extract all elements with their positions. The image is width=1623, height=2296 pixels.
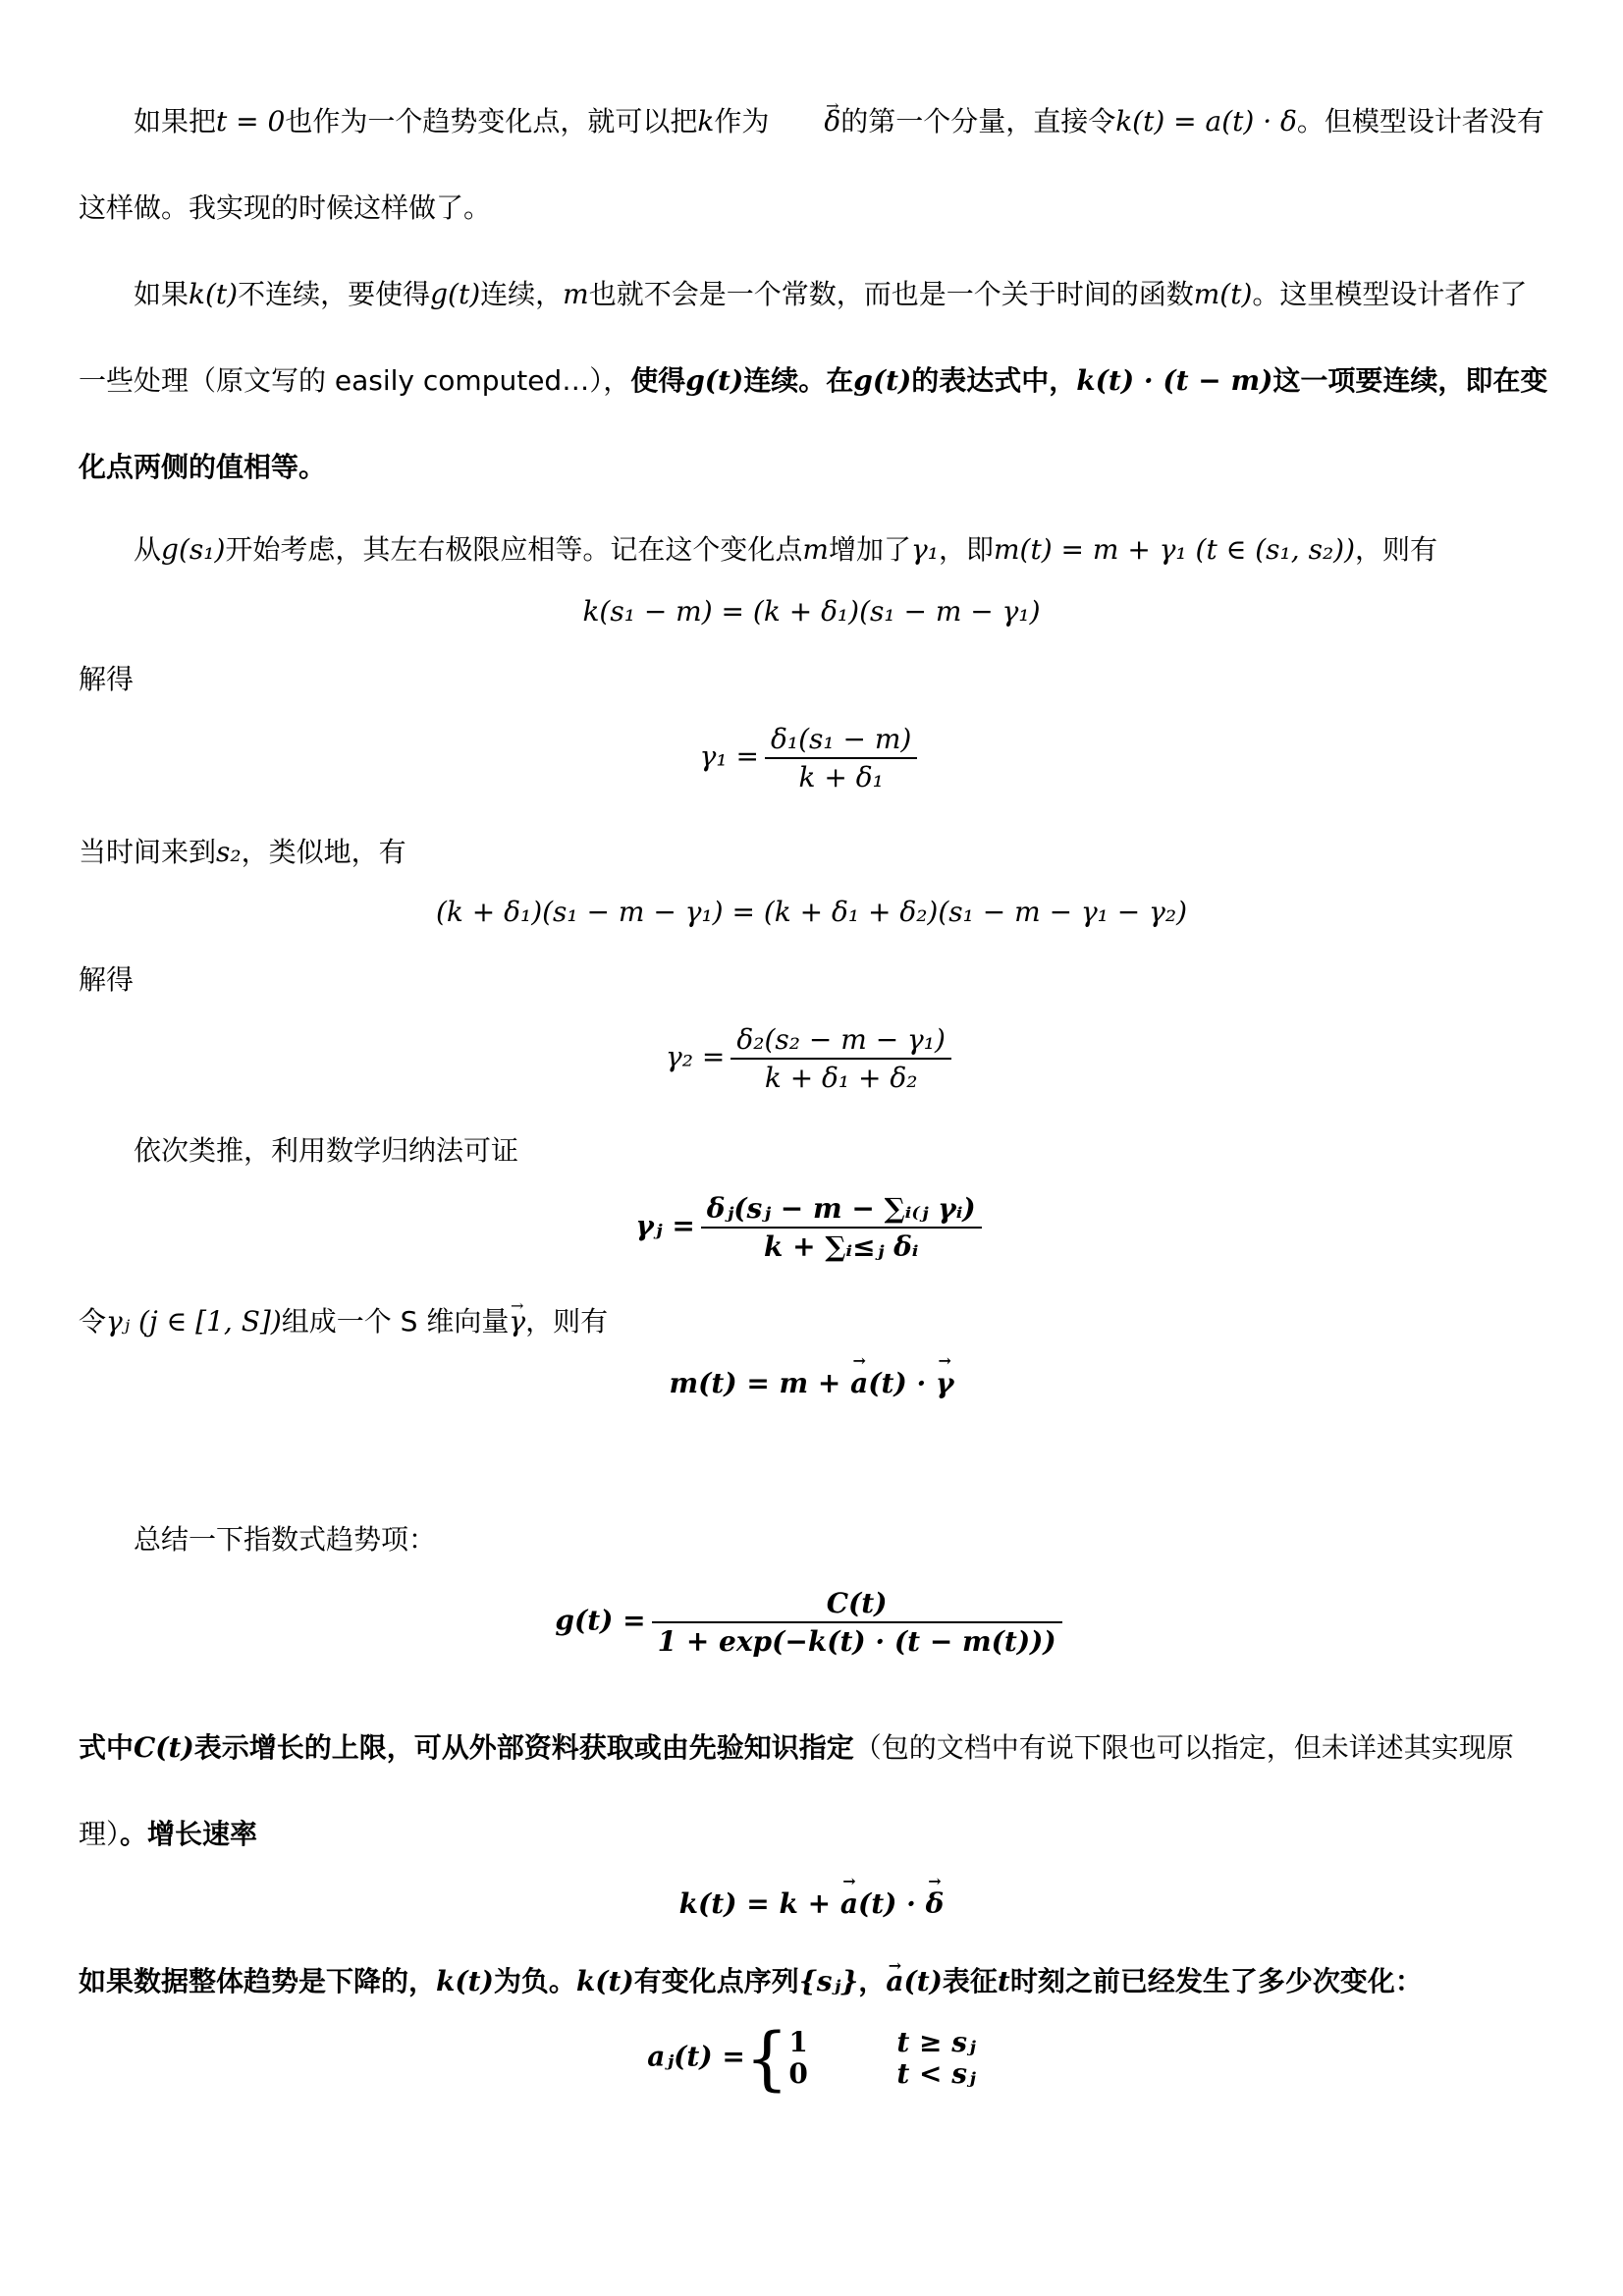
text: （包的文档中有说下限也可以指定，但未详述其实现原理） [79,1731,1514,1850]
vector-delta: → δ [926,1887,945,1920]
numerator: δⱼ(sⱼ − m − ∑ᵢ₍ⱼ γᵢ) [701,1190,982,1229]
fraction [701,1190,982,1265]
equation-text: (k + δ₁)(s₁ − m − γ₁) = (k + δ₁ + δ₂)(s₁ − m − γ₁ − γ₂) [435,896,1188,928]
left-brace: { [744,2018,789,2099]
case-row [788,2058,975,2090]
math-inline: → δ [769,79,840,165]
numerator: δ₁(s₁ − m) [765,721,917,759]
text: ，则有 [1355,533,1438,566]
equation-7 [0,1585,1623,1660]
line-start-consider [134,530,1437,570]
equation-lhs: γ₁ = [699,739,759,773]
math-inline: k(t) · (t − m) [1076,364,1273,397]
case-condition: t ≥ sⱼ [896,2026,976,2058]
math-inline: k(t) [575,1965,634,1997]
math-inline: γⱼ (j ∈ [1, S]) [106,1305,282,1338]
equation-1 [0,595,1623,628]
equation-4 [0,1021,1623,1096]
text-bold: 有变化点序列 [633,1965,799,1997]
equation-3 [0,896,1623,928]
text-bold: 的表达式中， [911,364,1077,397]
case-row [788,2027,975,2058]
paragraph-upper-limit [79,1705,1551,1878]
text-bold: 为负。 [493,1965,576,1997]
math-inline: g(t) [685,364,744,397]
numerator: C(t) [652,1585,1062,1623]
math-inline: g(s₁) [161,533,226,566]
text: 也作为一个趋势变化点，就可以把 [285,105,698,137]
label-solve-2 [79,960,134,1000]
math-inline: g(t) [430,278,481,310]
text: 依次类推，利用数学归纳法可证 [134,1134,519,1167]
line-induction [134,1131,518,1171]
vector-a: → a [850,1367,868,1399]
text: 解得 [79,663,135,695]
math-inline: m [802,533,829,566]
text: 从 [134,533,162,566]
vector-a: → a [886,1962,903,2001]
equation-text: (t) · [857,1887,926,1920]
equation-lhs: γ₂ = [666,1040,726,1073]
equation-9 [0,2018,1623,2099]
text: 。但模型设计者没有这样做。我实现的时候这样做了。 [79,105,1544,224]
text: 如果把 [134,105,217,137]
text-bold: 时刻之前已经发生了多少次变化： [1009,1965,1423,1997]
math-inline: k(t) [189,278,239,310]
vector-gamma: → γ [936,1367,953,1399]
text-bold: 式中 [79,1731,135,1764]
math-inline: k(t) [436,1965,494,1997]
case-value: 0 [788,2057,808,2090]
paragraph-changepoint-intro [79,79,1551,251]
denominator: k + δ₁ + δ₂ [764,1062,918,1094]
line-gamma-vector [79,1302,608,1341]
text-bold: 如果数据整体趋势是下降的， [79,1965,437,1997]
fraction [652,1585,1062,1660]
math-inline: k(t) = a(t) · δ [1115,105,1297,137]
math-inline: k [697,105,715,137]
equation-text: k(s₁ − m) = (k + δ₁)(s₁ − m − γ₁) [582,595,1041,628]
text-bold: 连续。在 [743,364,854,397]
text: 解得 [79,963,135,996]
text: ，类似地，有 [241,836,406,868]
math-inline: → γ [509,1302,525,1341]
equation-lhs: aⱼ(t) = [647,2040,745,2073]
piecewise-cases [788,2027,975,2090]
text-bold: 这一项要连续，即在变化点两侧的值相等。 [79,364,1548,483]
text: 开始考虑，其左右极限应相等。记在这个变化点 [225,533,803,566]
equation-5 [0,1190,1623,1265]
text-bold: 使得 [630,364,686,397]
text: 连续， [480,278,564,310]
math-inline: s₂ [216,836,242,868]
numerator: δ₂(s₂ − m − γ₁) [730,1021,951,1060]
math-inline: m(t) = m + γ₁ (t ∈ (s₁, s₂)) [993,533,1356,566]
text: 的第一个分量，直接令 [840,105,1116,137]
case-condition: t < sⱼ [896,2057,976,2090]
denominator: 1 + exp(−k(t) · (t − m(t))) [657,1625,1056,1658]
equation-8 [0,1887,1623,1920]
vector-a: → a [840,1887,858,1920]
math-inline: m(t) [1193,278,1253,310]
case-value: 1 [788,2026,808,2058]
math-inline: (t) [903,1965,943,1997]
equation-text: (t) · [868,1367,936,1399]
text: 总结一下指数式趋势项： [134,1523,437,1556]
text: 作为 [714,105,770,137]
equation-lhs: g(t) = [555,1604,646,1637]
equation-text: k(t) = k + [678,1887,840,1920]
text: 组成一个 S 维向量 [281,1305,510,1338]
equation-lhs: γⱼ = [635,1209,695,1242]
equation-text: m(t) = m + [669,1367,851,1399]
text: 也就不会是一个常数，而也是一个关于时间的函数 [588,278,1194,310]
paragraph-continuity [79,251,1551,511]
text: 不连续，要使得 [238,278,431,310]
math-inline: γ₁ [910,533,939,566]
math-inline: g(t) [853,364,912,397]
fraction [730,1021,951,1096]
denominator: k + ∑ᵢ≤ⱼ δᵢ [763,1230,919,1263]
math-inline: {sⱼ} [798,1965,859,1997]
text-bold: ， [858,1965,887,1997]
text: ，即 [938,533,994,566]
text: 如果 [134,278,189,310]
label-solve-1 [79,660,134,699]
math-inline: m [563,278,589,310]
line-decreasing-trend [79,1962,1423,2001]
math-inline: t [997,1965,1010,1997]
text-bold: 。增长速率 [120,1818,258,1850]
fraction [765,721,917,795]
line-time-s2 [79,833,406,872]
denominator: k + δ₁ [798,761,884,793]
text: ，则有 [525,1305,609,1338]
math-inline: C(t) [134,1731,194,1764]
text: 。这里模型设计者作了一些处理（原文写的 easily computed…）， [79,278,1528,397]
text: 令 [79,1305,107,1338]
equation-6 [0,1367,1623,1399]
text-bold: 表征 [942,1965,998,1997]
text: 增加了 [828,533,911,566]
equation-2 [0,721,1623,795]
text-bold: 表示增长的上限，可从外部资料获取或由先验知识指定 [193,1731,854,1764]
math-inline: t = 0 [216,105,286,137]
text: 当时间来到 [79,836,217,868]
line-summary [134,1520,436,1559]
